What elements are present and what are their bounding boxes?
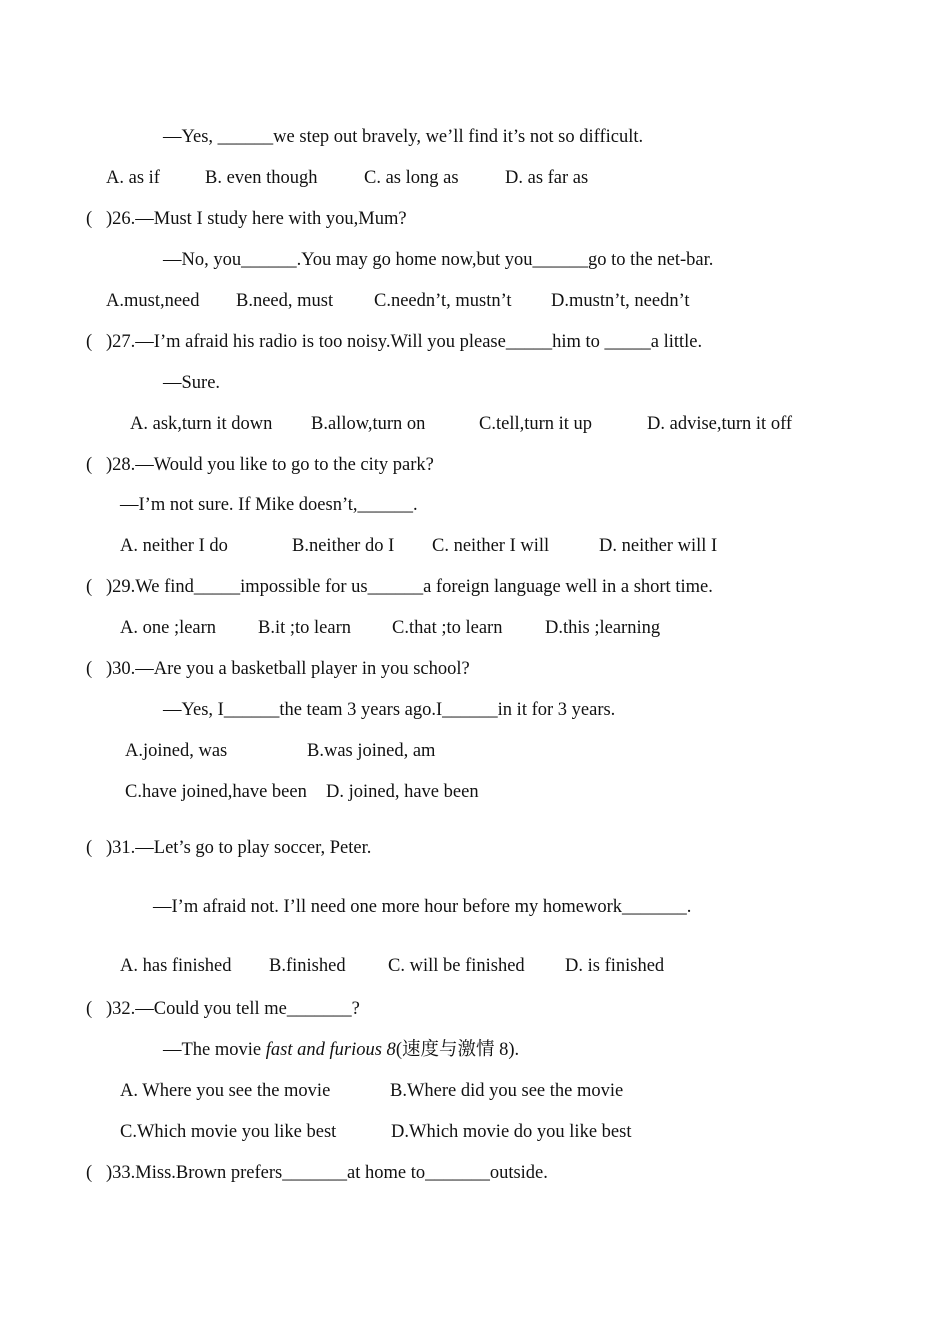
q25-option-b: B. even though (205, 168, 318, 188)
q30-stem: )30.—Are you a basketball player in you school? (106, 659, 470, 679)
q25-option-c: C. as long as (364, 168, 459, 188)
q30-option-c: C.have joined,have been (125, 782, 307, 802)
q28-answer-line: —I’m not sure. If Mike doesn’t,______. (120, 495, 418, 515)
q29-stem: )29.We find_____impossible for us______a foreign language well in a short time. (106, 577, 713, 597)
q28-option-b: B.neither do I (292, 536, 395, 556)
q26-option-d: D.mustn’t, needn’t (551, 291, 690, 311)
q30-option-a: A.joined, was (125, 741, 228, 761)
q27-stem: )27.—I’m afraid his radio is too noisy.Will you please_____him to _____a little. (106, 332, 703, 352)
q26-option-c: C.needn’t, mustn’t (374, 291, 512, 311)
q25-answer-line: —Yes, ______we step out bravely, we’ll find it’s not so difficult. (163, 127, 644, 147)
q32-option-d: D.Which movie do you like best (391, 1122, 632, 1142)
q27-option-a: A. ask,turn it down (130, 414, 273, 434)
q30-option-b: B.was joined, am (307, 741, 436, 761)
q32-option-a: A. Where you see the movie (120, 1081, 331, 1101)
q31-option-c: C. will be finished (388, 956, 525, 976)
q28-question (86, 454, 434, 476)
q29-option-d: D.this ;learning (545, 618, 661, 638)
q26-question (86, 208, 407, 230)
q28-option-c: C. neither I will (432, 536, 550, 556)
answer-blank-paren: ( (86, 999, 93, 1019)
q32-stem: )32.—Could you tell me_______? (106, 999, 360, 1019)
answer-blank-paren: ( (86, 659, 93, 679)
q26-option-a: A.must,need (106, 291, 200, 311)
q27-answer-line: —Sure. (163, 373, 221, 393)
q30-option-d: D. joined, have been (326, 782, 479, 802)
q32-answer-line (163, 1039, 519, 1061)
q29-option-a: A. one ;learn (120, 618, 217, 638)
q31-option-d: D. is finished (565, 956, 665, 976)
q26-answer-line: —No, you______.You may go home now,but you______go to the net-bar. (163, 250, 714, 270)
answer-blank-paren: ( (86, 577, 93, 597)
q32-question (86, 998, 360, 1020)
q25-option-d: D. as far as (505, 168, 589, 188)
q33-stem: )33.Miss.Brown prefers_______at home to_______outside. (106, 1163, 548, 1183)
q29-option-b: B.it ;to learn (258, 618, 351, 638)
movie-title: fast and furious 8 (265, 1040, 396, 1060)
q28-option-d: D. neither will I (599, 536, 718, 556)
q29-option-c: C.that ;to learn (392, 618, 503, 638)
q26-stem: )26.—Must I study here with you,Mum? (106, 209, 407, 229)
q28-option-a: A. neither I do (120, 536, 228, 556)
answer-blank-paren: ( (86, 332, 93, 352)
q30-answer-line: —Yes, I______the team 3 years ago.I______in it for 3 years. (163, 700, 616, 720)
answer-blank-paren: ( (86, 1163, 93, 1183)
q25-option-a: A. as if (106, 168, 160, 188)
q27-option-c: C.tell,turn it up (479, 414, 593, 434)
q31-question (86, 837, 371, 859)
q29-question (86, 576, 713, 598)
q32-answer-suffix: (速度与激情 8). (395, 1040, 520, 1060)
q27-question (86, 331, 702, 353)
q27-option-d: D. advise,turn it off (647, 414, 793, 434)
q28-stem: )28.—Would you like to go to the city park? (106, 455, 434, 475)
q32-option-c: C.Which movie you like best (120, 1122, 337, 1142)
q31-option-b: B.finished (269, 956, 346, 976)
q26-option-b: B.need, must (236, 291, 334, 311)
q33-question (86, 1162, 548, 1184)
q32-answer-prefix: —The movie (163, 1040, 266, 1060)
q32-option-b: B.Where did you see the movie (390, 1081, 624, 1101)
answer-blank-paren: ( (86, 838, 93, 858)
q31-stem: )31.—Let’s go to play soccer, Peter. (106, 838, 372, 858)
answer-blank-paren: ( (86, 455, 93, 475)
q31-answer-line: —I’m afraid not. I’ll need one more hour before my homework_______. (153, 897, 692, 917)
q30-question (86, 658, 470, 680)
q27-option-b: B.allow,turn on (311, 414, 426, 434)
answer-blank-paren: ( (86, 209, 93, 229)
q31-option-a: A. has finished (120, 956, 232, 976)
